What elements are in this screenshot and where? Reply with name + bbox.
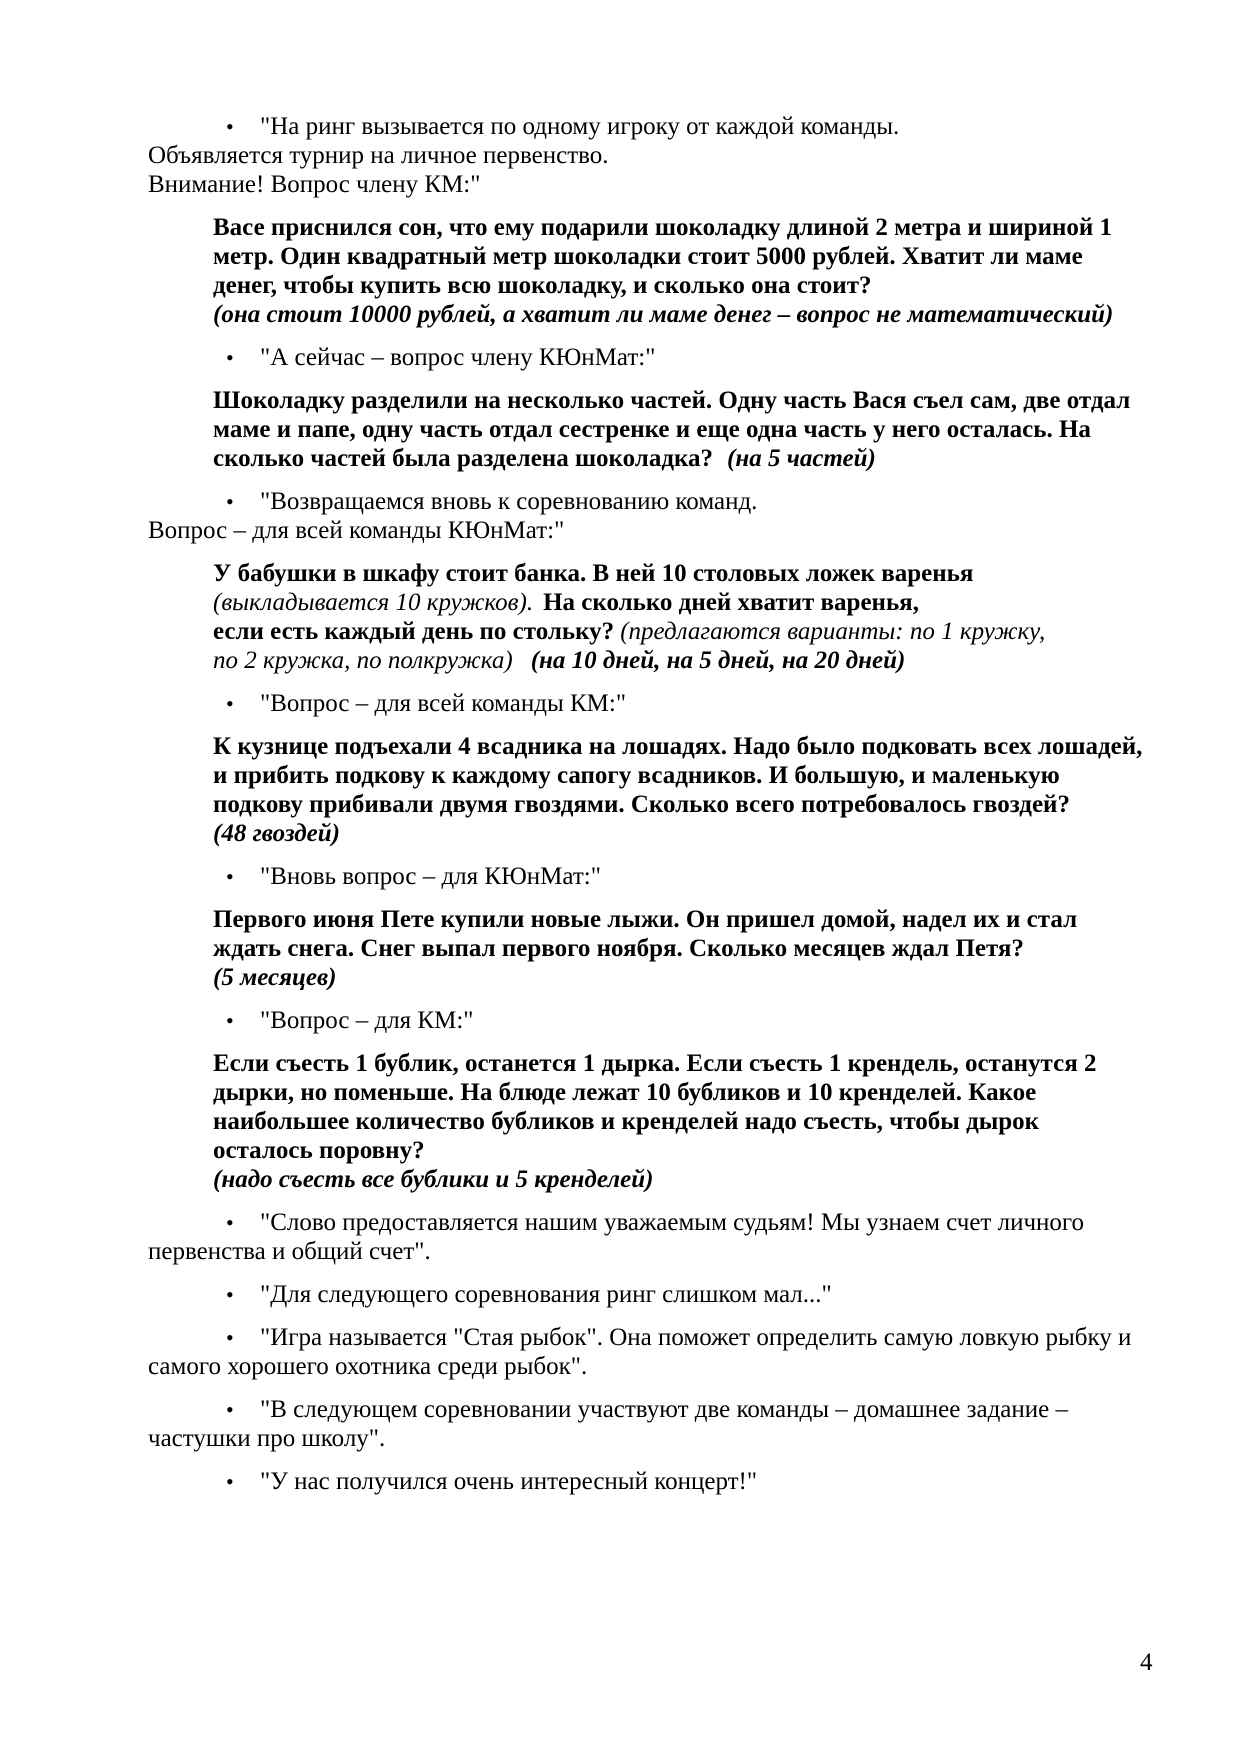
- answer-text: (5 месяцев): [213, 964, 337, 991]
- bullet-icon: •: [226, 1397, 234, 1422]
- host-paragraph-9: [148, 1323, 1158, 1381]
- question-line: осталось поровну?: [213, 1137, 425, 1164]
- host-line: "Вновь вопрос – для КЮнМат:": [260, 863, 601, 890]
- question-line: маме и папе, одну часть отдал сестренке и еще одна часть у него осталась. На: [213, 416, 1091, 443]
- page-number: 4: [1140, 1649, 1153, 1676]
- host-line: "Слово предоставляется нашим уважаемым судьям! Мы узнаем счет личного: [260, 1209, 1085, 1236]
- question-line: Если съесть 1 бублик, останется 1 дырка. Если съесть 1 крендель, останутся 2: [213, 1050, 1097, 1077]
- host-line: Объявляется турнир на личное первенство.: [148, 142, 609, 169]
- question-4: [213, 732, 1158, 848]
- host-line: "Возвращаемся вновь к соревнованию команд.: [260, 488, 758, 515]
- host-line: Вопрос – для всей команды КЮнМат:": [148, 517, 565, 544]
- host-paragraph-6: [148, 1006, 1158, 1035]
- answer-text: (на 5 частей): [727, 445, 876, 472]
- question-6: [213, 1049, 1158, 1194]
- bullet-icon: •: [226, 1210, 234, 1235]
- question-line: дырки, но поменьше. На блюде лежат 10 бубликов и 10 кренделей. Какое: [213, 1079, 1037, 1106]
- host-paragraph-8: [148, 1280, 1158, 1309]
- host-paragraph-intro: [148, 112, 1158, 199]
- question-line: ждать снега. Снег выпал первого ноября. Сколько месяцев ждал Петя?: [213, 935, 1024, 962]
- question-5: [213, 905, 1158, 992]
- host-line: "На ринг вызывается по одному игроку от каждой команды.: [260, 113, 900, 140]
- question-line: сколько частей была разделена шоколадка?: [213, 445, 713, 472]
- question-line: денег, чтобы купить всю шоколадку, и сколько она стоит?: [213, 272, 872, 299]
- answer-text: (она стоит 10000 рублей, а хватит ли маме денег – вопрос не математический): [213, 301, 1114, 328]
- question-line: наибольшее количество бубликов и кренделей надо съесть, чтобы дырок: [213, 1108, 1040, 1135]
- host-line: "Вопрос – для КМ:": [260, 1007, 474, 1034]
- question-line: если есть каждый день по стольку?: [213, 618, 615, 645]
- host-paragraph-11: [148, 1467, 1158, 1496]
- host-line: "У нас получился очень интересный концерт!": [260, 1468, 758, 1495]
- host-paragraph-10: [148, 1395, 1158, 1453]
- host-line: самого хорошего охотника среди рыбок".: [148, 1353, 588, 1380]
- host-line: частушки про школу".: [148, 1425, 386, 1452]
- question-line: подкову прибивали двумя гвоздями. Сколько всего потребовалось гвоздей?: [213, 791, 1070, 818]
- question-1: [213, 213, 1158, 329]
- question-2: [213, 386, 1158, 473]
- host-paragraph-4: [148, 689, 1158, 718]
- host-line: "А сейчас – вопрос члену КЮнМат:": [260, 344, 656, 371]
- bullet-icon: •: [226, 864, 234, 889]
- bullet-icon: •: [226, 691, 234, 716]
- host-paragraph-5: [148, 862, 1158, 891]
- stage-note: (предлагаются варианты: по 1 кружку,: [620, 618, 1046, 645]
- question-line: Васе приснился сон, что ему подарили шоколадку длиной 2 метра и шириной 1: [213, 214, 1113, 241]
- host-line: "В следующем соревновании участвуют две команды – домашнее задание –: [260, 1396, 1068, 1423]
- bullet-icon: •: [226, 345, 234, 370]
- bullet-icon: •: [226, 1282, 234, 1307]
- question-3: [213, 559, 1158, 675]
- answer-text: (48 гвоздей): [213, 820, 340, 847]
- host-paragraph-2: [148, 343, 1158, 372]
- bullet-icon: •: [226, 1325, 234, 1350]
- host-paragraph-7: [148, 1208, 1158, 1266]
- question-line: и прибить подкову к каждому сапогу всадников. И большую, и маленькую: [213, 762, 1060, 789]
- question-line: метр. Один квадратный метр шоколадки стоит 5000 рублей. Хватит ли маме: [213, 243, 1083, 270]
- host-line: Внимание! Вопрос члену КМ:": [148, 171, 481, 198]
- bullet-icon: •: [226, 114, 234, 139]
- question-line: Первого июня Пете купили новые лыжи. Он пришел домой, надел их и стал: [213, 906, 1078, 933]
- host-paragraph-3: [148, 487, 1158, 545]
- answer-text: (надо съесть все бублики и 5 кренделей): [213, 1166, 654, 1193]
- stage-note: по 2 кружка, по полкружка): [213, 647, 513, 674]
- bullet-icon: •: [226, 1469, 234, 1494]
- question-line: На сколько дней хватит варенья,: [543, 589, 919, 616]
- question-line: У бабушки в шкафу стоит банка. В ней 10 столовых ложек варенья: [213, 560, 974, 587]
- question-line: К кузнице подъехали 4 всадника на лошадях. Надо было подковать всех лошадей,: [213, 733, 1143, 760]
- bullet-icon: •: [226, 489, 234, 514]
- host-line: "Игра называется "Стая рыбок". Она поможет определить самую ловкую рыбку и: [260, 1324, 1132, 1351]
- document-content: [148, 112, 1158, 1510]
- question-line: Шоколадку разделили на несколько частей. Одну часть Вася съел сам, две отдал: [213, 387, 1131, 414]
- stage-note: (выкладывается 10 кружков).: [213, 589, 534, 616]
- host-line: "Для следующего соревнования ринг слишком мал...": [260, 1281, 832, 1308]
- bullet-icon: •: [226, 1008, 234, 1033]
- answer-text: (на 10 дней, на 5 дней, на 20 дней): [530, 647, 906, 674]
- host-line: первенства и общий счет".: [148, 1238, 431, 1265]
- host-line: "Вопрос – для всей команды КМ:": [260, 690, 627, 717]
